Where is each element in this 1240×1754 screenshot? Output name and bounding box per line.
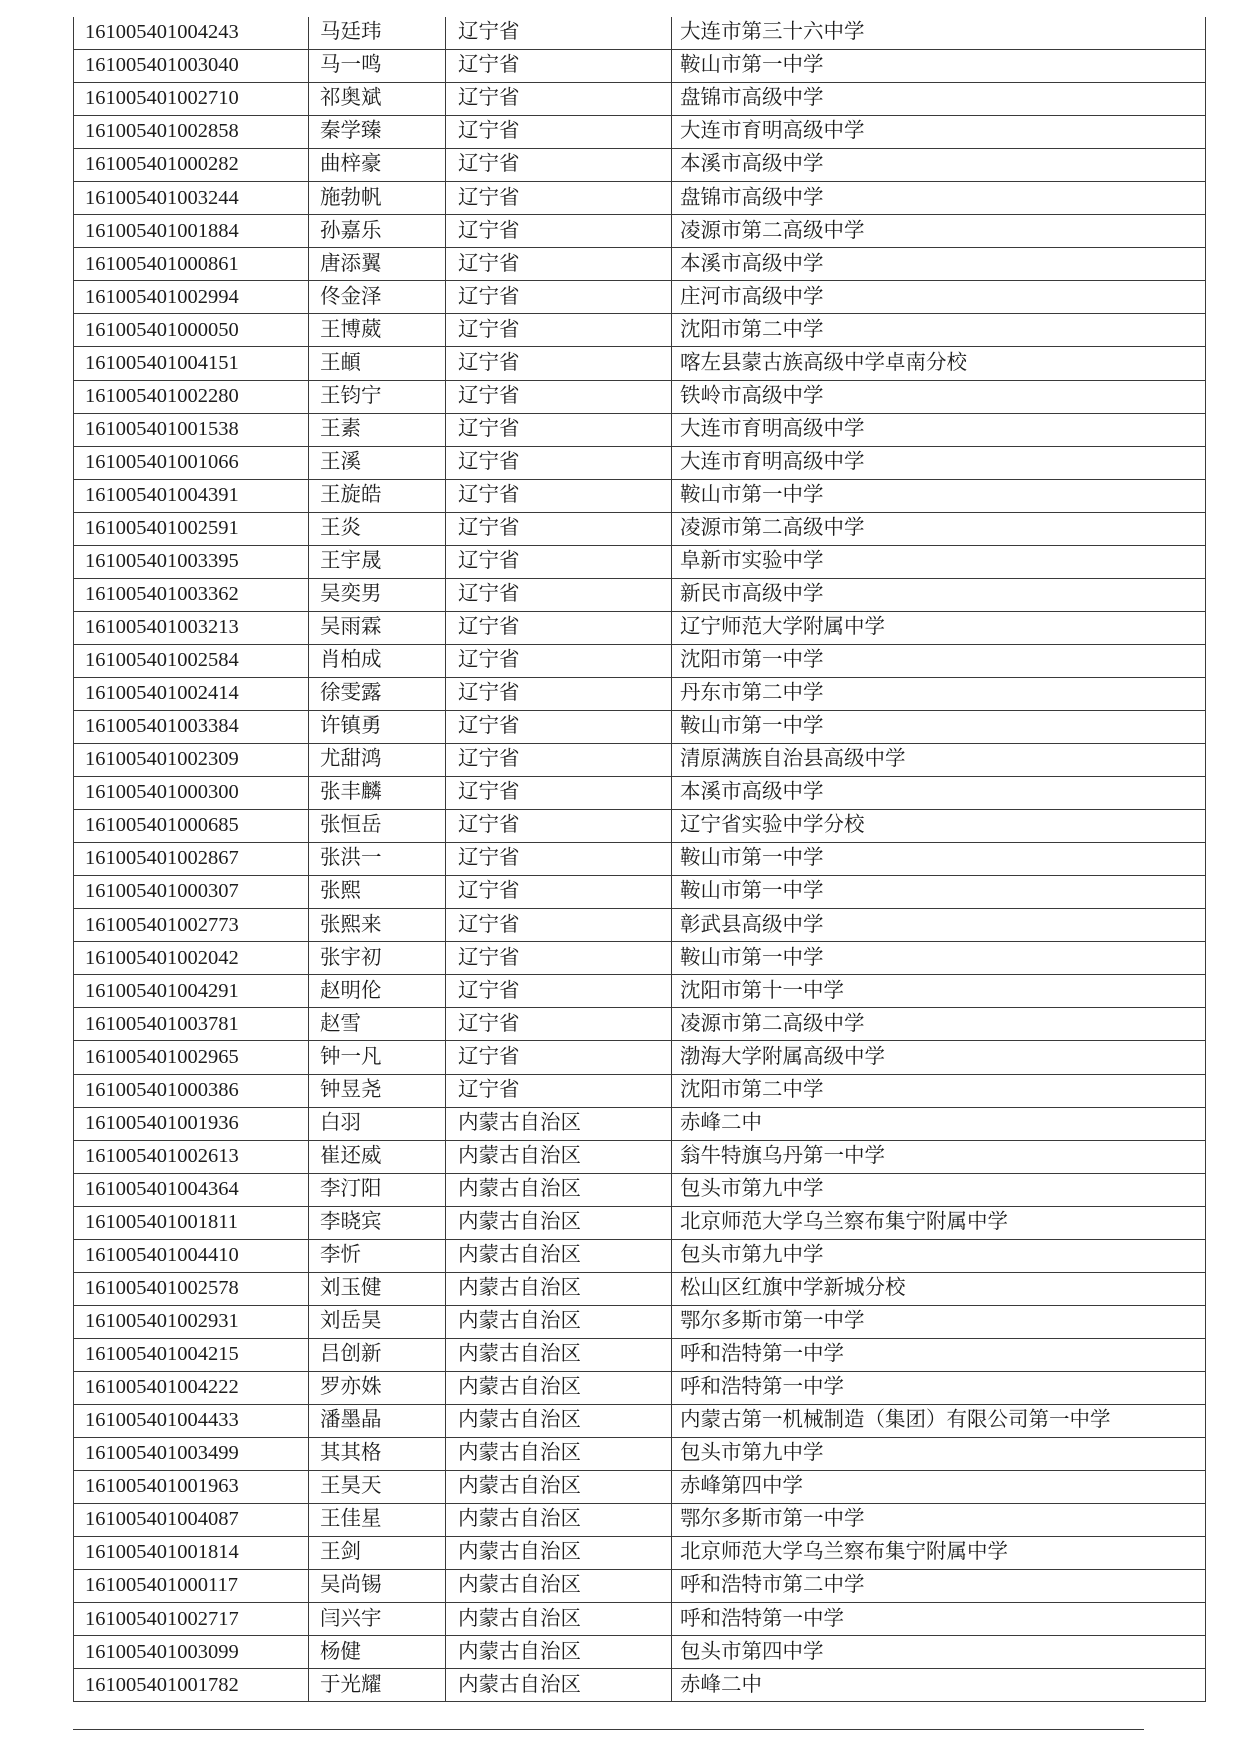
cell-candidate-id: 161005401003781 bbox=[74, 1008, 309, 1041]
cell-province: 内蒙古自治区 bbox=[446, 1438, 672, 1471]
cell-candidate-id: 161005401002717 bbox=[74, 1603, 309, 1636]
cell-candidate-id: 161005401000300 bbox=[74, 777, 309, 810]
cell-school: 辽宁师范大学附属中学 bbox=[672, 611, 1206, 644]
cell-candidate-id: 161005401003499 bbox=[74, 1438, 309, 1471]
cell-name: 白羽 bbox=[309, 1107, 446, 1140]
cell-province: 辽宁省 bbox=[446, 909, 672, 942]
cell-province: 辽宁省 bbox=[446, 975, 672, 1008]
cell-name: 李忻 bbox=[309, 1239, 446, 1272]
cell-province: 内蒙古自治区 bbox=[446, 1239, 672, 1272]
cell-candidate-id: 161005401001538 bbox=[74, 413, 309, 446]
cell-candidate-id: 161005401000386 bbox=[74, 1074, 309, 1107]
cell-name: 肖柏成 bbox=[309, 644, 446, 677]
cell-name: 佟金泽 bbox=[309, 281, 446, 314]
cell-school: 清原满族自治县高级中学 bbox=[672, 744, 1206, 777]
cell-province: 辽宁省 bbox=[446, 512, 672, 545]
cell-name: 罗亦姝 bbox=[309, 1371, 446, 1404]
cell-school: 凌源市第二高级中学 bbox=[672, 1008, 1206, 1041]
cell-school: 内蒙古第一机械制造（集团）有限公司第一中学 bbox=[672, 1404, 1206, 1437]
table-row bbox=[74, 578, 1206, 611]
cell-name: 祁奥斌 bbox=[309, 83, 446, 116]
cell-candidate-id: 161005401002613 bbox=[74, 1140, 309, 1173]
cell-name: 其其格 bbox=[309, 1438, 446, 1471]
cell-name: 李汀阳 bbox=[309, 1173, 446, 1206]
table-row bbox=[74, 942, 1206, 975]
cell-name: 王炎 bbox=[309, 512, 446, 545]
cell-name: 李晓宾 bbox=[309, 1206, 446, 1239]
cell-name: 王博葳 bbox=[309, 314, 446, 347]
cell-name: 张熙 bbox=[309, 876, 446, 909]
cell-school: 新民市高级中学 bbox=[672, 578, 1206, 611]
cell-province: 内蒙古自治区 bbox=[446, 1305, 672, 1338]
cell-province: 辽宁省 bbox=[446, 1074, 672, 1107]
cell-candidate-id: 161005401004410 bbox=[74, 1239, 309, 1272]
table-row bbox=[74, 1206, 1206, 1239]
table-row bbox=[74, 611, 1206, 644]
cell-province: 辽宁省 bbox=[446, 942, 672, 975]
cell-school: 鄂尔多斯市第一中学 bbox=[672, 1305, 1206, 1338]
table-row bbox=[74, 1636, 1206, 1669]
cell-name: 于光耀 bbox=[309, 1669, 446, 1702]
table-row bbox=[74, 182, 1206, 215]
cell-province: 辽宁省 bbox=[446, 248, 672, 281]
cell-school: 鞍山市第一中学 bbox=[672, 843, 1206, 876]
cell-name: 王剑 bbox=[309, 1537, 446, 1570]
cell-province: 辽宁省 bbox=[446, 149, 672, 182]
table-row bbox=[74, 1404, 1206, 1437]
cell-candidate-id: 161005401003362 bbox=[74, 578, 309, 611]
cell-name: 王素 bbox=[309, 413, 446, 446]
table-bottom-rule bbox=[73, 1729, 1144, 1730]
cell-candidate-id: 161005401001782 bbox=[74, 1669, 309, 1702]
table-row bbox=[74, 1669, 1206, 1702]
cell-candidate-id: 161005401000307 bbox=[74, 876, 309, 909]
cell-name: 崔还威 bbox=[309, 1140, 446, 1173]
cell-name: 王昊天 bbox=[309, 1471, 446, 1504]
table-row bbox=[74, 677, 1206, 710]
cell-school: 包头市第四中学 bbox=[672, 1636, 1206, 1669]
cell-school: 沈阳市第十一中学 bbox=[672, 975, 1206, 1008]
cell-school: 沈阳市第一中学 bbox=[672, 644, 1206, 677]
cell-candidate-id: 161005401002965 bbox=[74, 1041, 309, 1074]
table-row bbox=[74, 1438, 1206, 1471]
table-row bbox=[74, 1537, 1206, 1570]
cell-candidate-id: 161005401004391 bbox=[74, 479, 309, 512]
table-row bbox=[74, 1471, 1206, 1504]
cell-candidate-id: 161005401002309 bbox=[74, 744, 309, 777]
table-row bbox=[74, 446, 1206, 479]
cell-name: 秦学臻 bbox=[309, 116, 446, 149]
cell-school: 鞍山市第一中学 bbox=[672, 50, 1206, 83]
cell-candidate-id: 161005401004364 bbox=[74, 1173, 309, 1206]
cell-candidate-id: 161005401001811 bbox=[74, 1206, 309, 1239]
cell-province: 辽宁省 bbox=[446, 710, 672, 743]
cell-name: 张熙来 bbox=[309, 909, 446, 942]
cell-school: 北京师范大学乌兰察布集宁附属中学 bbox=[672, 1537, 1206, 1570]
table-row bbox=[74, 1008, 1206, 1041]
cell-name: 曲梓豪 bbox=[309, 149, 446, 182]
cell-school: 本溪市高级中学 bbox=[672, 248, 1206, 281]
cell-name: 马廷玮 bbox=[309, 17, 446, 50]
cell-candidate-id: 161005401002591 bbox=[74, 512, 309, 545]
cell-province: 内蒙古自治区 bbox=[446, 1206, 672, 1239]
cell-name: 许镇勇 bbox=[309, 710, 446, 743]
cell-school: 翁牛特旗乌丹第一中学 bbox=[672, 1140, 1206, 1173]
cell-province: 辽宁省 bbox=[446, 843, 672, 876]
cell-candidate-id: 161005401002414 bbox=[74, 677, 309, 710]
table-row bbox=[74, 50, 1206, 83]
cell-province: 内蒙古自治区 bbox=[446, 1272, 672, 1305]
cell-school: 凌源市第二高级中学 bbox=[672, 512, 1206, 545]
cell-province: 辽宁省 bbox=[446, 876, 672, 909]
table-row bbox=[74, 116, 1206, 149]
cell-candidate-id: 161005401001884 bbox=[74, 215, 309, 248]
cell-province: 辽宁省 bbox=[446, 281, 672, 314]
table-row bbox=[74, 1504, 1206, 1537]
cell-name: 张丰麟 bbox=[309, 777, 446, 810]
cell-candidate-id: 161005401000050 bbox=[74, 314, 309, 347]
cell-school: 鄂尔多斯市第一中学 bbox=[672, 1504, 1206, 1537]
cell-candidate-id: 161005401002578 bbox=[74, 1272, 309, 1305]
table-row bbox=[74, 479, 1206, 512]
cell-name: 钟一凡 bbox=[309, 1041, 446, 1074]
cell-school: 凌源市第二高级中学 bbox=[672, 215, 1206, 248]
cell-school: 大连市第三十六中学 bbox=[672, 17, 1206, 50]
table-row bbox=[74, 1570, 1206, 1603]
table-row bbox=[74, 876, 1206, 909]
cell-province: 内蒙古自治区 bbox=[446, 1537, 672, 1570]
cell-province: 内蒙古自治区 bbox=[446, 1371, 672, 1404]
cell-name: 吴雨霖 bbox=[309, 611, 446, 644]
cell-school: 呼和浩特第一中学 bbox=[672, 1371, 1206, 1404]
cell-candidate-id: 161005401002867 bbox=[74, 843, 309, 876]
cell-name: 赵明伦 bbox=[309, 975, 446, 1008]
table-row bbox=[74, 248, 1206, 281]
table-row bbox=[74, 1074, 1206, 1107]
cell-province: 辽宁省 bbox=[446, 314, 672, 347]
cell-candidate-id: 161005401004433 bbox=[74, 1404, 309, 1437]
table-row bbox=[74, 149, 1206, 182]
cell-name: 马一鸣 bbox=[309, 50, 446, 83]
cell-school: 呼和浩特市第二中学 bbox=[672, 1570, 1206, 1603]
table-row bbox=[74, 347, 1206, 380]
cell-school: 包头市第九中学 bbox=[672, 1173, 1206, 1206]
cell-name: 孙嘉乐 bbox=[309, 215, 446, 248]
cell-name: 张宇初 bbox=[309, 942, 446, 975]
cell-candidate-id: 161005401003244 bbox=[74, 182, 309, 215]
cell-school: 赤峰第四中学 bbox=[672, 1471, 1206, 1504]
cell-province: 辽宁省 bbox=[446, 446, 672, 479]
cell-school: 盘锦市高级中学 bbox=[672, 182, 1206, 215]
cell-name: 张恒岳 bbox=[309, 810, 446, 843]
cell-province: 辽宁省 bbox=[446, 777, 672, 810]
cell-candidate-id: 161005401000117 bbox=[74, 1570, 309, 1603]
cell-candidate-id: 161005401002280 bbox=[74, 380, 309, 413]
cell-province: 辽宁省 bbox=[446, 1008, 672, 1041]
cell-name: 王佳星 bbox=[309, 1504, 446, 1537]
table-body bbox=[74, 17, 1206, 1702]
table-row bbox=[74, 909, 1206, 942]
cell-name: 刘玉健 bbox=[309, 1272, 446, 1305]
cell-school: 北京师范大学乌兰察布集宁附属中学 bbox=[672, 1206, 1206, 1239]
table-row bbox=[74, 545, 1206, 578]
cell-province: 辽宁省 bbox=[446, 50, 672, 83]
cell-school: 大连市育明高级中学 bbox=[672, 116, 1206, 149]
table-row bbox=[74, 314, 1206, 347]
cell-province: 内蒙古自治区 bbox=[446, 1504, 672, 1537]
cell-candidate-id: 161005401004215 bbox=[74, 1338, 309, 1371]
cell-school: 辽宁省实验中学分校 bbox=[672, 810, 1206, 843]
cell-school: 赤峰二中 bbox=[672, 1669, 1206, 1702]
table-row bbox=[74, 1041, 1206, 1074]
table-row bbox=[74, 1239, 1206, 1272]
cell-name: 吴尚锡 bbox=[309, 1570, 446, 1603]
cell-province: 辽宁省 bbox=[446, 611, 672, 644]
table-row bbox=[74, 1371, 1206, 1404]
table-row bbox=[74, 413, 1206, 446]
cell-school: 本溪市高级中学 bbox=[672, 149, 1206, 182]
cell-name: 吴奕男 bbox=[309, 578, 446, 611]
table-row bbox=[74, 83, 1206, 116]
cell-province: 辽宁省 bbox=[446, 83, 672, 116]
table-row bbox=[74, 1338, 1206, 1371]
cell-school: 铁岭市高级中学 bbox=[672, 380, 1206, 413]
cell-candidate-id: 161005401001963 bbox=[74, 1471, 309, 1504]
cell-school: 沈阳市第二中学 bbox=[672, 1074, 1206, 1107]
cell-name: 王宇晟 bbox=[309, 545, 446, 578]
cell-province: 辽宁省 bbox=[446, 347, 672, 380]
cell-name: 杨健 bbox=[309, 1636, 446, 1669]
table-row bbox=[74, 644, 1206, 677]
cell-candidate-id: 161005401000861 bbox=[74, 248, 309, 281]
table-row bbox=[74, 810, 1206, 843]
table-row bbox=[74, 380, 1206, 413]
cell-candidate-id: 161005401000685 bbox=[74, 810, 309, 843]
cell-school: 鞍山市第一中学 bbox=[672, 876, 1206, 909]
cell-school: 松山区红旗中学新城分校 bbox=[672, 1272, 1206, 1305]
table-row bbox=[74, 843, 1206, 876]
cell-name: 闫兴宇 bbox=[309, 1603, 446, 1636]
table-row bbox=[74, 281, 1206, 314]
cell-candidate-id: 161005401001814 bbox=[74, 1537, 309, 1570]
cell-candidate-id: 161005401002710 bbox=[74, 83, 309, 116]
cell-candidate-id: 161005401001936 bbox=[74, 1107, 309, 1140]
cell-province: 内蒙古自治区 bbox=[446, 1471, 672, 1504]
cell-province: 辽宁省 bbox=[446, 545, 672, 578]
cell-province: 内蒙古自治区 bbox=[446, 1107, 672, 1140]
cell-school: 本溪市高级中学 bbox=[672, 777, 1206, 810]
table-row bbox=[74, 17, 1206, 50]
cell-school: 彰武县高级中学 bbox=[672, 909, 1206, 942]
cell-province: 辽宁省 bbox=[446, 413, 672, 446]
cell-candidate-id: 161005401001066 bbox=[74, 446, 309, 479]
cell-province: 内蒙古自治区 bbox=[446, 1603, 672, 1636]
table-row bbox=[74, 1140, 1206, 1173]
cell-candidate-id: 161005401003040 bbox=[74, 50, 309, 83]
cell-school: 喀左县蒙古族高级中学卓南分校 bbox=[672, 347, 1206, 380]
cell-province: 内蒙古自治区 bbox=[446, 1173, 672, 1206]
cell-school: 庄河市高级中学 bbox=[672, 281, 1206, 314]
table-row bbox=[74, 744, 1206, 777]
cell-school: 包头市第九中学 bbox=[672, 1438, 1206, 1471]
table-row bbox=[74, 215, 1206, 248]
cell-school: 鞍山市第一中学 bbox=[672, 710, 1206, 743]
cell-name: 钟昱尧 bbox=[309, 1074, 446, 1107]
cell-province: 辽宁省 bbox=[446, 116, 672, 149]
table-row bbox=[74, 710, 1206, 743]
cell-province: 内蒙古自治区 bbox=[446, 1140, 672, 1173]
cell-school: 包头市第九中学 bbox=[672, 1239, 1206, 1272]
table-row bbox=[74, 1305, 1206, 1338]
cell-candidate-id: 161005401002858 bbox=[74, 116, 309, 149]
cell-name: 张洪一 bbox=[309, 843, 446, 876]
cell-name: 王旋皓 bbox=[309, 479, 446, 512]
roster-table bbox=[73, 17, 1206, 1702]
cell-candidate-id: 161005401002994 bbox=[74, 281, 309, 314]
cell-candidate-id: 161005401004243 bbox=[74, 17, 309, 50]
cell-province: 辽宁省 bbox=[446, 17, 672, 50]
cell-candidate-id: 161005401002584 bbox=[74, 644, 309, 677]
cell-province: 辽宁省 bbox=[446, 182, 672, 215]
table-row bbox=[74, 1603, 1206, 1636]
cell-province: 内蒙古自治区 bbox=[446, 1636, 672, 1669]
cell-school: 渤海大学附属高级中学 bbox=[672, 1041, 1206, 1074]
cell-name: 徐雯露 bbox=[309, 677, 446, 710]
table-row bbox=[74, 975, 1206, 1008]
cell-name: 刘岳昊 bbox=[309, 1305, 446, 1338]
table-row bbox=[74, 1272, 1206, 1305]
cell-candidate-id: 161005401002773 bbox=[74, 909, 309, 942]
cell-candidate-id: 161005401004087 bbox=[74, 1504, 309, 1537]
cell-name: 赵雪 bbox=[309, 1008, 446, 1041]
cell-candidate-id: 161005401003384 bbox=[74, 710, 309, 743]
cell-school: 鞍山市第一中学 bbox=[672, 942, 1206, 975]
cell-candidate-id: 161005401002931 bbox=[74, 1305, 309, 1338]
table-row bbox=[74, 512, 1206, 545]
cell-school: 沈阳市第二中学 bbox=[672, 314, 1206, 347]
cell-name: 尤甜鸿 bbox=[309, 744, 446, 777]
cell-province: 辽宁省 bbox=[446, 380, 672, 413]
cell-school: 呼和浩特第一中学 bbox=[672, 1603, 1206, 1636]
cell-province: 辽宁省 bbox=[446, 677, 672, 710]
cell-name: 王溪 bbox=[309, 446, 446, 479]
cell-province: 内蒙古自治区 bbox=[446, 1570, 672, 1603]
cell-candidate-id: 161005401004151 bbox=[74, 347, 309, 380]
cell-province: 辽宁省 bbox=[446, 578, 672, 611]
cell-school: 大连市育明高级中学 bbox=[672, 413, 1206, 446]
cell-province: 辽宁省 bbox=[446, 810, 672, 843]
table-row bbox=[74, 1173, 1206, 1206]
cell-name: 施勃帆 bbox=[309, 182, 446, 215]
cell-school: 阜新市实验中学 bbox=[672, 545, 1206, 578]
cell-candidate-id: 161005401000282 bbox=[74, 149, 309, 182]
cell-candidate-id: 161005401002042 bbox=[74, 942, 309, 975]
cell-province: 辽宁省 bbox=[446, 644, 672, 677]
cell-province: 辽宁省 bbox=[446, 1041, 672, 1074]
cell-candidate-id: 161005401004291 bbox=[74, 975, 309, 1008]
cell-school: 赤峰二中 bbox=[672, 1107, 1206, 1140]
cell-school: 盘锦市高级中学 bbox=[672, 83, 1206, 116]
cell-province: 内蒙古自治区 bbox=[446, 1404, 672, 1437]
cell-province: 内蒙古自治区 bbox=[446, 1669, 672, 1702]
cell-candidate-id: 161005401003213 bbox=[74, 611, 309, 644]
cell-province: 辽宁省 bbox=[446, 479, 672, 512]
cell-name: 潘墨晶 bbox=[309, 1404, 446, 1437]
cell-name: 王頔 bbox=[309, 347, 446, 380]
cell-school: 大连市育明高级中学 bbox=[672, 446, 1206, 479]
cell-candidate-id: 161005401004222 bbox=[74, 1371, 309, 1404]
table-row bbox=[74, 777, 1206, 810]
cell-school: 呼和浩特第一中学 bbox=[672, 1338, 1206, 1371]
cell-province: 辽宁省 bbox=[446, 215, 672, 248]
cell-name: 吕创新 bbox=[309, 1338, 446, 1371]
cell-school: 丹东市第二中学 bbox=[672, 677, 1206, 710]
cell-candidate-id: 161005401003395 bbox=[74, 545, 309, 578]
cell-province: 内蒙古自治区 bbox=[446, 1338, 672, 1371]
cell-school: 鞍山市第一中学 bbox=[672, 479, 1206, 512]
cell-name: 唐添翼 bbox=[309, 248, 446, 281]
cell-province: 辽宁省 bbox=[446, 744, 672, 777]
cell-candidate-id: 161005401003099 bbox=[74, 1636, 309, 1669]
cell-name: 王钧宁 bbox=[309, 380, 446, 413]
table-row bbox=[74, 1107, 1206, 1140]
